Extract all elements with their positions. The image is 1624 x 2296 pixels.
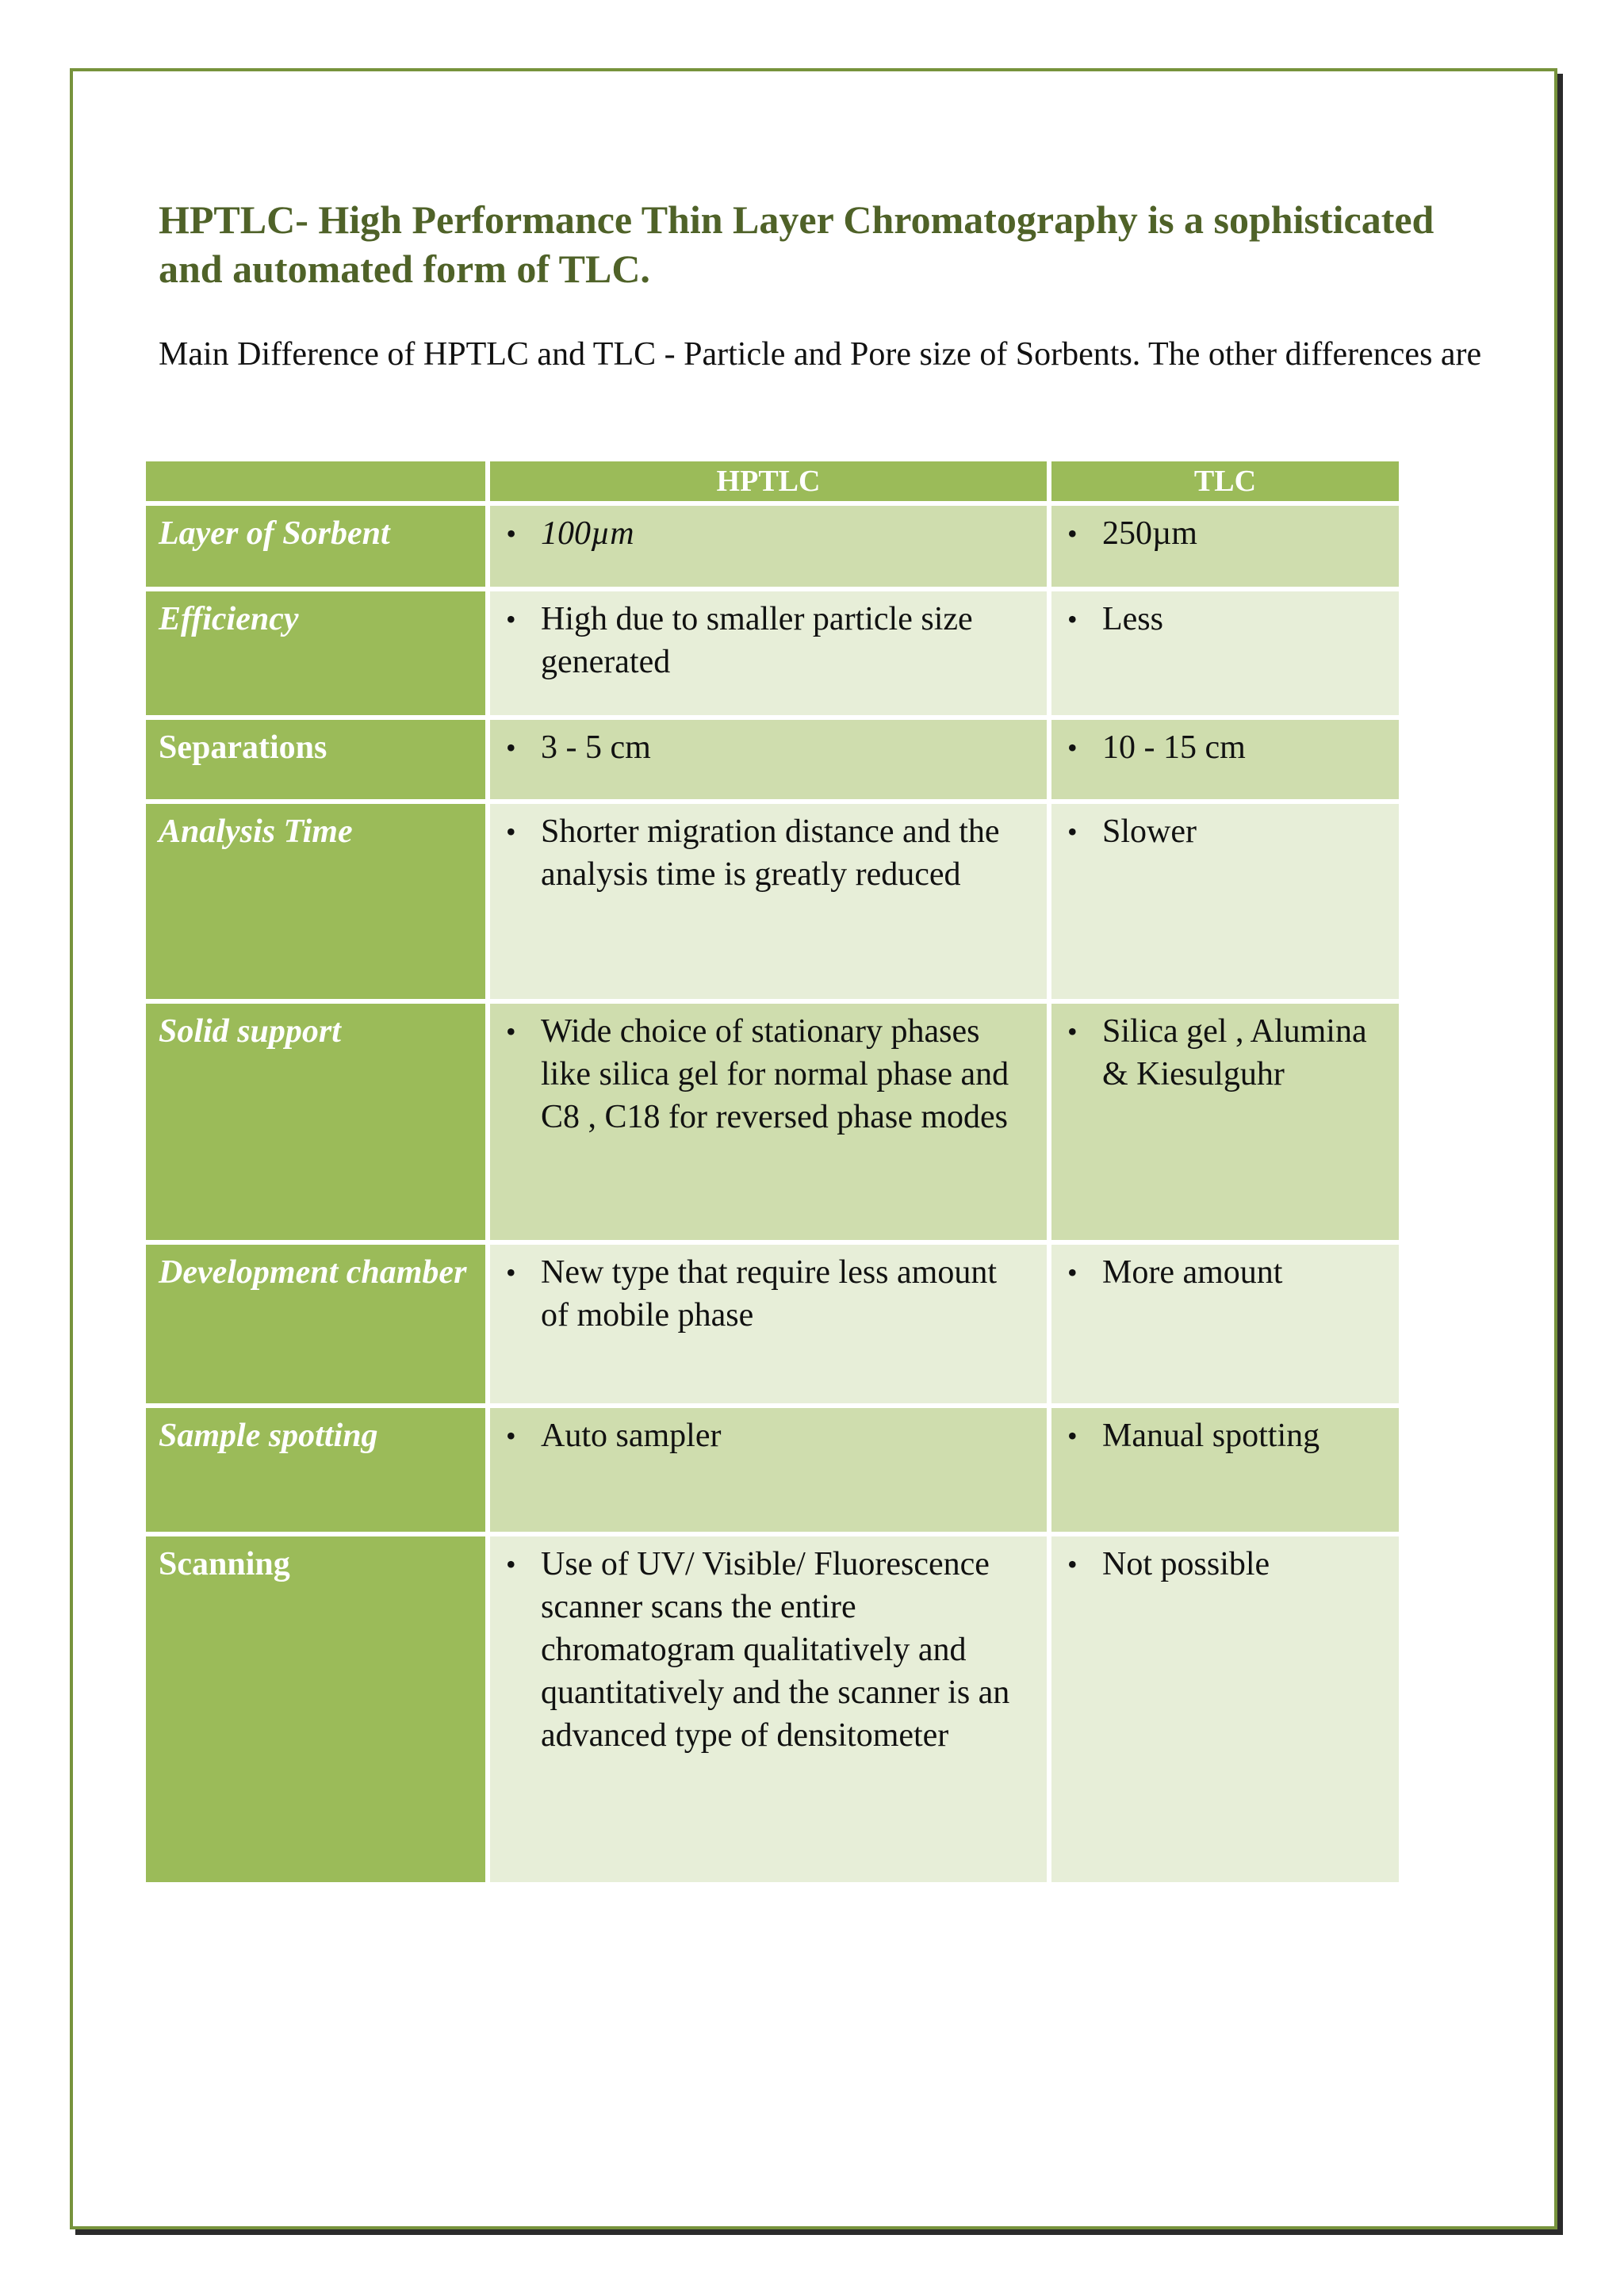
hptlc-value: • High due to smaller particle size generated — [490, 591, 1047, 715]
tlc-value: • Silica gel , Alumina & Kiesulguhr — [1051, 1004, 1399, 1240]
page-title: HPTLC- High Performance Thin Layer Chromatography is a sophisticated and automated form of TLC. — [159, 197, 1434, 291]
tlc-value: • 10 - 15 cm — [1051, 720, 1399, 799]
table-row — [146, 1004, 1404, 1240]
table-row — [146, 591, 1404, 715]
table-row — [146, 1245, 1404, 1403]
comparison-table — [146, 461, 1404, 1882]
intro-paragraph: Main Difference of HPTLC and TLC - Particle and Pore size of Sorbents. The other differences are — [159, 336, 1482, 373]
table-header-row — [146, 461, 1404, 501]
hptlc-value: • 100µm — [490, 506, 1047, 587]
hptlc-value: • Shorter migration distance and the analysis time is greatly reduced — [490, 804, 1047, 999]
header-empty — [146, 461, 485, 501]
row-label: Efficiency — [146, 591, 485, 715]
row-label: Solid support — [146, 1004, 485, 1240]
table-row — [146, 506, 1404, 587]
row-label: Scanning — [146, 1536, 485, 1882]
header-hptlc: HPTLC — [490, 461, 1047, 501]
hptlc-value: • Auto sampler — [490, 1408, 1047, 1532]
hptlc-value: • Wide choice of stationary phases like silica gel for normal phase and C8 , C18 for reversed phase modes — [490, 1004, 1047, 1240]
row-label: Sample spotting — [146, 1408, 485, 1532]
table-row — [146, 1536, 1404, 1882]
header-tlc: TLC — [1051, 461, 1399, 501]
tlc-value: • More amount — [1051, 1245, 1399, 1403]
tlc-value: • Manual spotting — [1051, 1408, 1399, 1532]
tlc-value: • Slower — [1051, 804, 1399, 999]
tlc-value: • Less — [1051, 591, 1399, 715]
hptlc-value: • 3 - 5 cm — [490, 720, 1047, 799]
table-row — [146, 1408, 1404, 1532]
tlc-value: • Not possible — [1051, 1536, 1399, 1882]
row-label: Analysis Time — [146, 804, 485, 999]
tlc-value: • 250µm — [1051, 506, 1399, 587]
table-row — [146, 804, 1404, 999]
row-label: Development chamber — [146, 1245, 485, 1403]
hptlc-value: • Use of UV/ Visible/ Fluorescence scanner scans the entire chromatogram qualitatively and quantitatively and the scanner is an advanced type of densitometer — [490, 1536, 1047, 1882]
hptlc-value: • New type that require less amount of mobile phase — [490, 1245, 1047, 1403]
row-label: Layer of Sorbent — [146, 506, 485, 587]
row-label: Separations — [146, 720, 485, 799]
table-row — [146, 720, 1404, 799]
